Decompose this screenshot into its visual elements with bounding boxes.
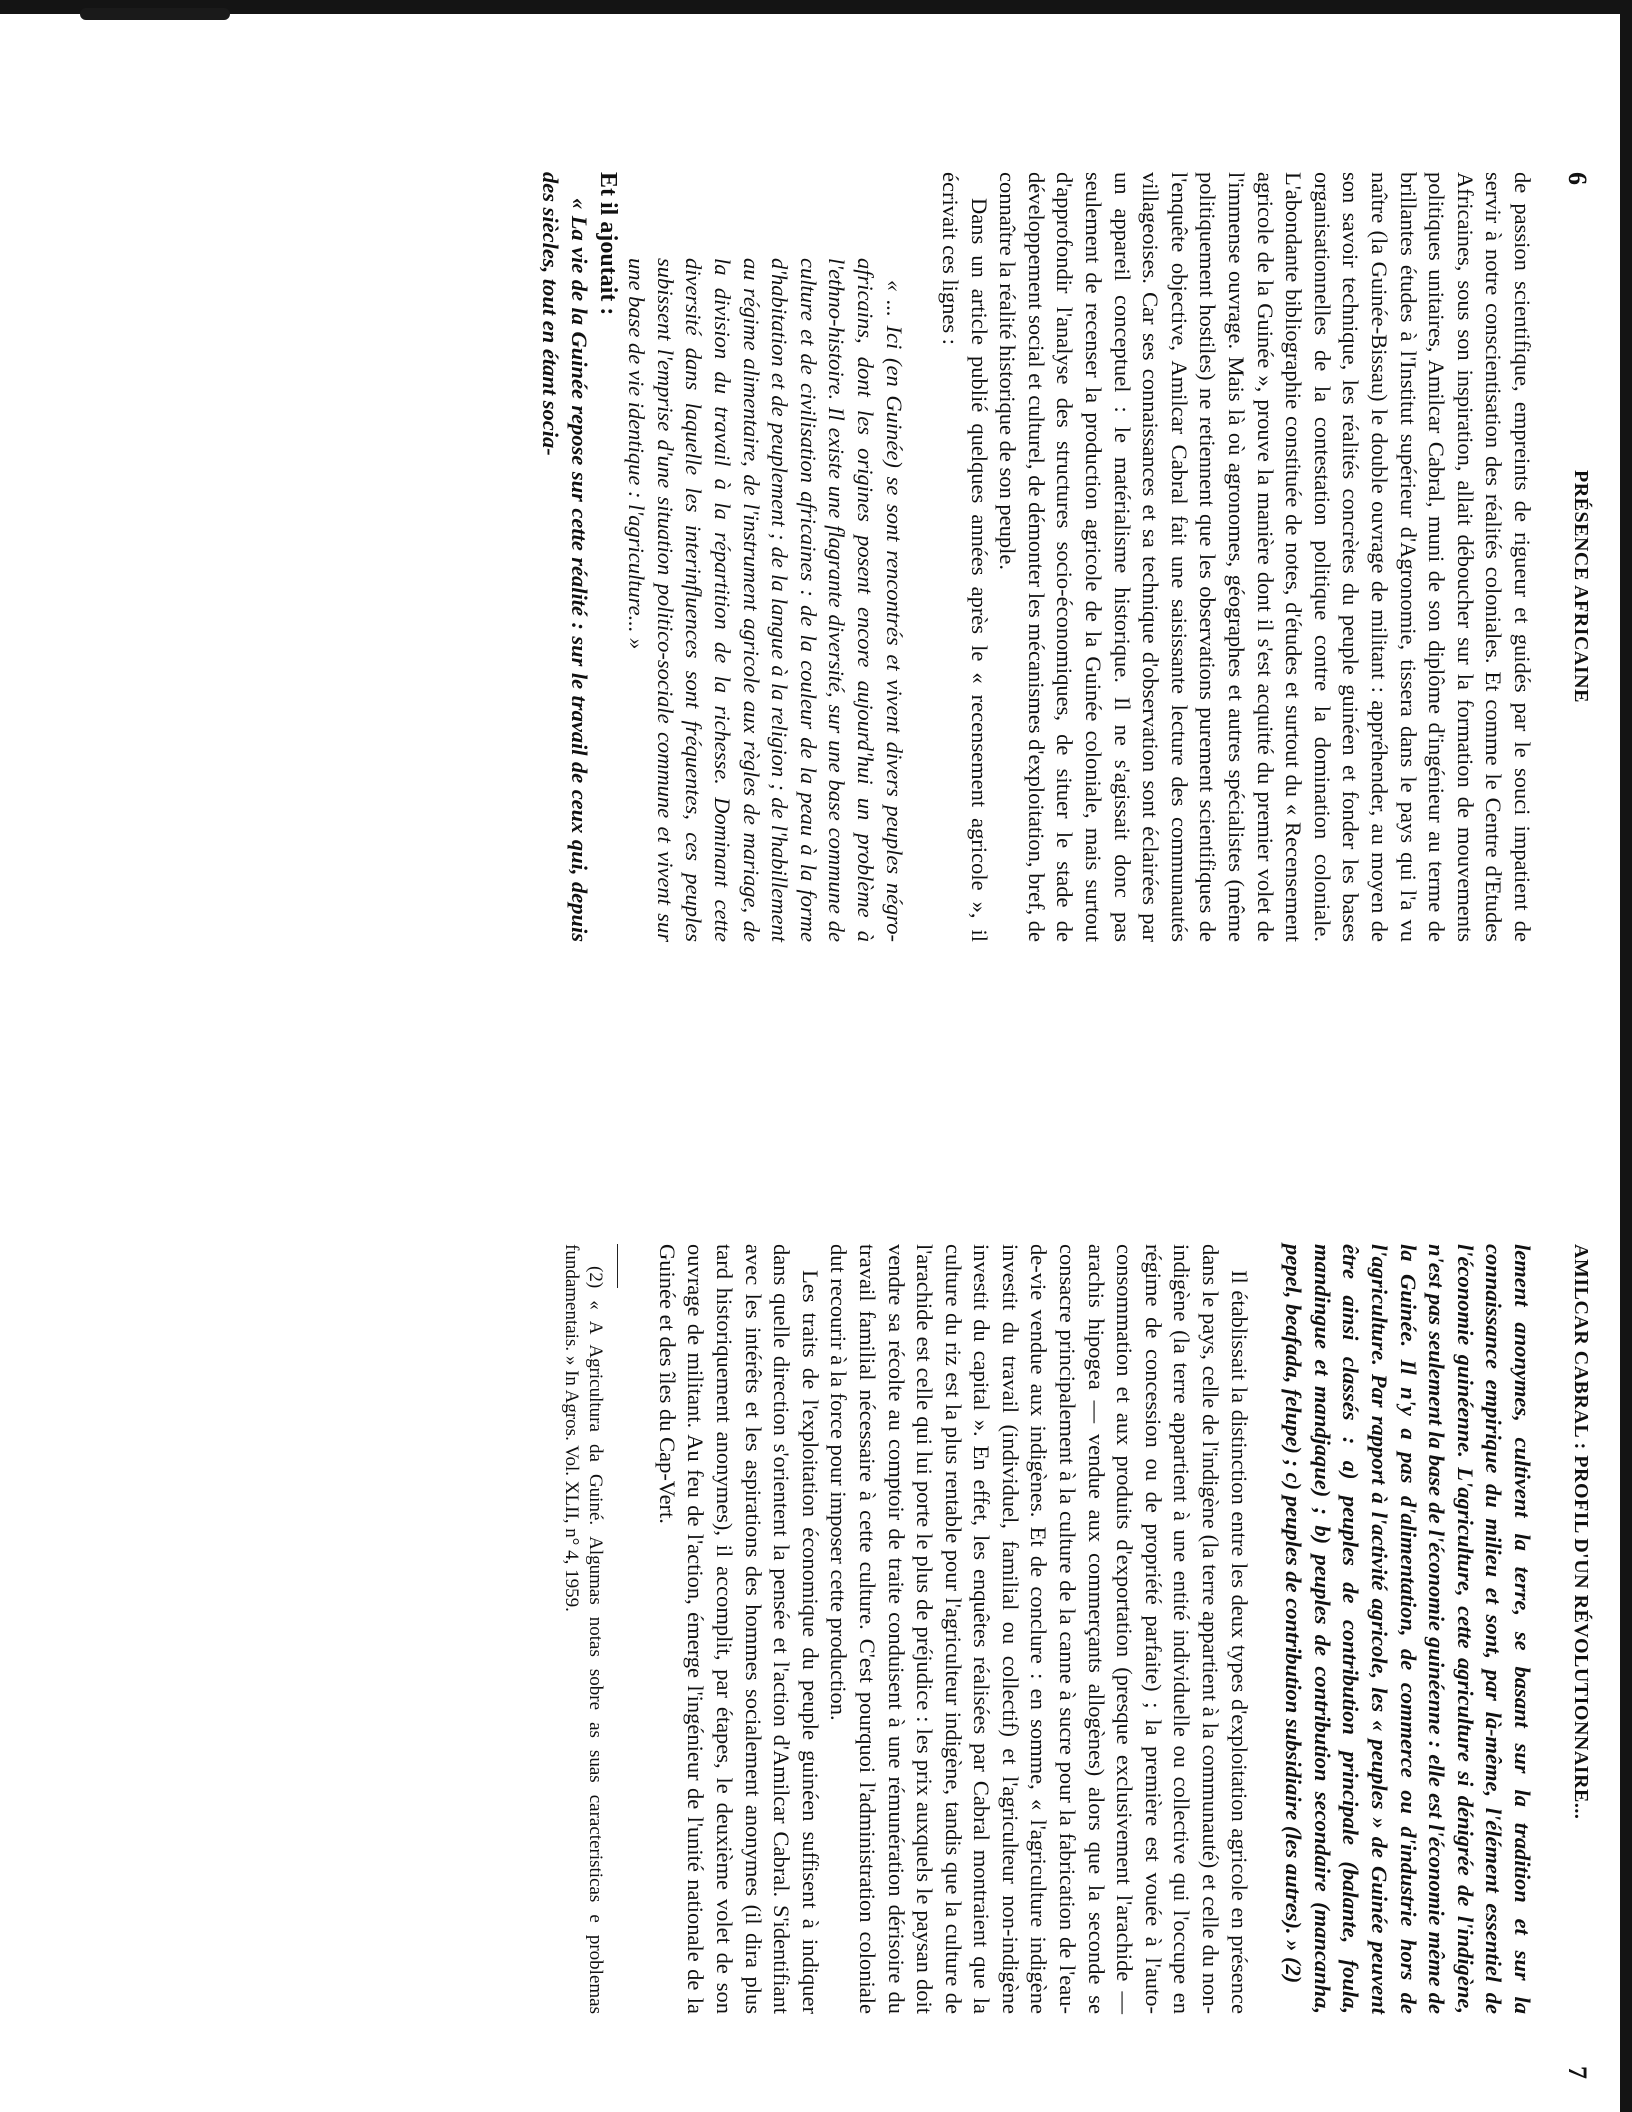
- body-paragraph: Dans un article publié quelques années après le « recensement agricole », il écrivait ces lignes :: [938, 172, 992, 942]
- footnote: (2) « A Agricultura da Guiné. Algumas notas sobre as suas caracteristicas e problemas fundamentais. » In Agros. Vol. XLII, n° 4, 1959.: [561, 1244, 607, 2014]
- footnote-rule: [617, 1244, 618, 1288]
- block-quote: [622, 172, 908, 942]
- body-paragraph: Les traits de l'exploitation économique du peuple guinéen suffisent à indiquer dans quelle direction s'orientent la pensée et l'action d'Amilcar Cabral. S'identifiant avec les intérêts et les aspirations des hommes socialement anonymes (il dira plus tard historiquement anonymes), il accomplit, par étapes, le deuxième volet de son ouvrage de militant. Au feu de l'action, émerge l'ingénieur de l'unité nationale de la Guinée et des îles du Cap-Vert.: [654, 1244, 823, 2014]
- page-number: 6: [1563, 172, 1592, 185]
- running-title: AMILCAR CABRAL : PROFIL D'UN RÉVOLUTIONNAIRE...: [1570, 1244, 1592, 1820]
- text-column: [559, 1244, 1536, 2014]
- right-page: [0, 1056, 1632, 2112]
- intro-line: Et il ajoutait :: [594, 172, 621, 316]
- quote-text: « ... Ici (en Guinée) se sont rencontrés et vivent divers peuples négro-africains, dont les origines posent encore aujourd'hui un problème à l'ethno-histoire. Il existe une flagrante diversité, sur une base commune de culture et de civilisation africaines : de la couleur de la peau à la forme d'habitation et de peuplement ; de la langue à la religion ; de l'habillement au régime alimentaire, de l'instrument agricole aux règles de mariage, de la division du travail à la répartition de la richesse. Dominant cette diversité dans laquelle les interinfluences sont fréquentes, ces peuples subissent l'emprise d'une situation politico-sociale commune et vivent sur une base de vie identique : l'agriculture... »: [624, 258, 907, 942]
- quote-continuation: lement anonymes, cultivent la terre, se basant sur la tradition et sur la connaissance empirique du milieu et sont, par là-même, l'élément essentiel de l'économie guinéenne. L'agriculture, cette agriculture si dénigrée de l'indigène, n'est pas seulement la base de l'économie guinéenne : elle est l'économie même de la Guinée. Il n'y a pas d'alimentation, de commerce ou d'industrie hors de l'agriculture. Par rapport à l'activité agricole, les « peuples » de Guinée peuvent être ainsi classés : a) peuples de contribution principale (balante, foula, mandingue et mandjaque) ; b) peuples de contribution secondaire (mancanha, pepel, beafada, felupe) ; c) peuples de contribution subsidiaire (les autres). » (2): [1281, 1244, 1535, 2014]
- running-title: PRÉSENCE AFRICAINE: [1570, 470, 1592, 703]
- text-column: [536, 172, 1536, 942]
- page-number: 7: [1563, 2066, 1592, 2079]
- quote-text: « La vie de la Guinée repose sur cette réalité : sur le travail de ceux qui, depuis des siècles, tout en étant socia-: [538, 172, 592, 942]
- body-paragraph: Il établissait la distinction entre les deux types d'exploitation agricole en présence dans le pays, celle de l'indigène (la terre appartient à la communauté) et celle du non-indigène (la terre appartient à une entité individuelle ou collective qui l'occupe en régime de concession ou de propriété parfaite) ; la première est vouée à l'auto-consommation et aux produits d'exportation (presque exclusivement l'arachide — arachis hipogea — vendue aux commerçants allogènes) alors que la seconde se consacre principalement à la culture de la canne à sucre pour la fabrication de l'eau-de-vie vendue aux indigènes. Et de conclure : en somme, « l'agriculture indigène investit du travail (individuel, familial ou collectif) et l'agriculteur non-indigène investit du capital ». En effet, les enquêtes réalisées par Cabral montraient que la culture du riz est la plus rentable pour l'agriculteur indigène, tandis que la culture de l'arachide est celle qui lui porte le plus de préjudice : les prix auxquels le paysan doit vendre sa récolte au comptoir de traite conduisent à une rémunération dérisoire du travail familial nécessaire à cette culture. C'est pourquoi l'administration coloniale dut recourir à la force pour imposer cette production.: [826, 1244, 1252, 2014]
- body-paragraph: de passion scientifique, empreints de rigueur et guidés par le souci impatient de servir à notre conscientisation des réalités coloniales. Et comme le Centre d'Etudes Africaines, sous son inspiration, allait déboucher sur la formation de mouvements politiques unitaires, Amilcar Cabral, muni de son diplôme d'ingénieur au terme de brillantes études à l'Institut supérieur d'Agronomie, tissera dans le pays qui l'a vu naître (la Guinée-Bissau) le double ouvrage de militant : appréhender, au moyen de son savoir technique, les réalités concrètes du peuple guinéen et fonder les bases organisationnelles de la contestation politique contre la domination coloniale. L'abondante bibliographie constituée de notes, d'études et surtout du « Recensement agricole de la Guinée », prouve la manière dont il s'est acquitté du premier volet de l'immense ouvrage. Mais là où agronomes, géographes et autres spécialistes (même politiquement hostiles) ne retiennent que les observations purement scientifiques de l'enquête objective, Amilcar Cabral fait une saisissante lecture des communautés villageoises. Car ses connaissances et sa technique d'observation sont éclairées par un appareil conceptuel : le matérialisme historique. Il ne s'agissait donc pas seulement de recenser la production agricole de la Guinée coloniale, mais surtout d'approfondir l'analyse des structures socio-économiques, de situer le stade de développement social et culturel, de démonter les mécanismes d'exploitation, bref, de connaître la réalité historique de son peuple.: [995, 172, 1535, 942]
